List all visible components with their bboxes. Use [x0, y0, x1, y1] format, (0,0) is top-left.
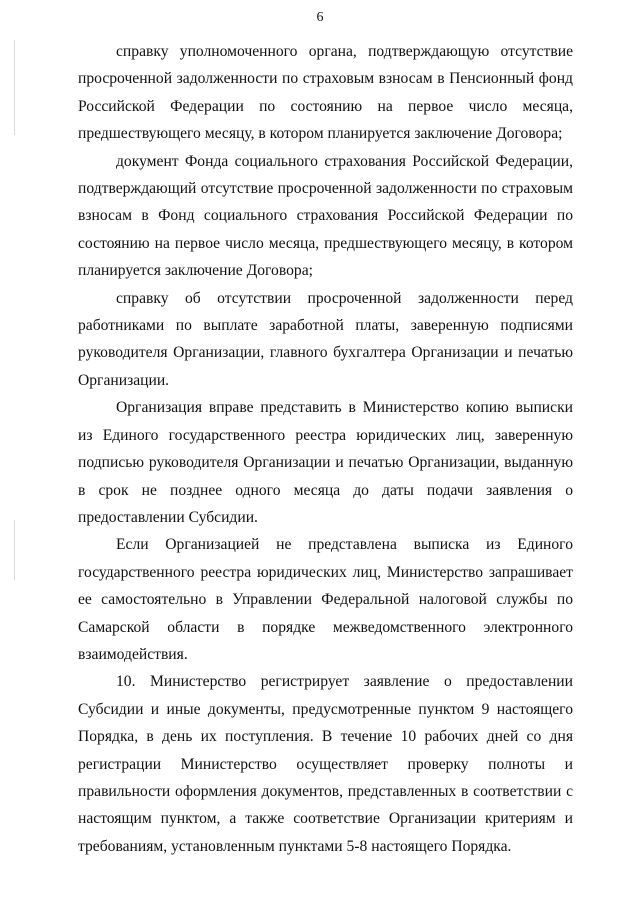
page-number: 6	[316, 10, 324, 25]
paragraph-item-10: 10. Министерство регистрирует заявление о предоставлении Субсидии и иные документы, предусмотренные пунктом 9 настоящего Порядка, в день их поступления. В течение 10 рабочих дней со дня регистрации Министерство осуществляет проверку полноты и правильности оформления документов, представленных в соответствии с настоящим пунктом, а также соответствие Организации критериям и требованиям, установленным пунктами 5-8 настоящего Порядка.	[78, 673, 573, 855]
scan-edge-mark	[14, 520, 15, 580]
paragraph-wage-arrears-certificate: справку об отсутствии просроченной задолженности перед работниками по выплате заработной платы, заверенную подписями руководителя Организации, главного бухгалтера Организации и печатью Организации.	[78, 289, 573, 389]
scan-edge-mark	[14, 40, 15, 135]
paragraph-ministry-request: Если Организацией не представлена выписка из Единого государственного реестра юридических лиц, Министерство запрашивает ее самостоятельно в Управлении Федеральной налоговой службы по Самарской области в порядке межведомственного электронного взаимодействия.	[78, 536, 573, 663]
paragraph-social-insurance-document: документ Фонда социального страхования Российской Федерации, подтверждающий отсутствие просроченной задолженности по страховым взносам в Фонд социального страхования Российской Федерации по состоянию на первое число месяца, предшествующего месяцу, в котором планируется заключение Договора;	[78, 152, 573, 280]
paragraph-pension-fund-certificate: справку уполномоченного органа, подтверждающую отсутствие просроченной задолженности по страховым взносам в Пенсионный фонд Российской Федерации по состоянию на первое число месяца, предшествующего месяцу, в котором планируется заключение Договора;	[78, 43, 573, 143]
document-body	[78, 38, 573, 860]
paragraph-registry-extract-option: Организация вправе представить в Министерство копию выписки из Единого государственного реестра юридических лиц, заверенную подписью руководителя Организации и печатью Организации, выданную в срок не позднее одного месяца до даты подачи заявления о предоставлении Субсидии.	[78, 399, 573, 526]
